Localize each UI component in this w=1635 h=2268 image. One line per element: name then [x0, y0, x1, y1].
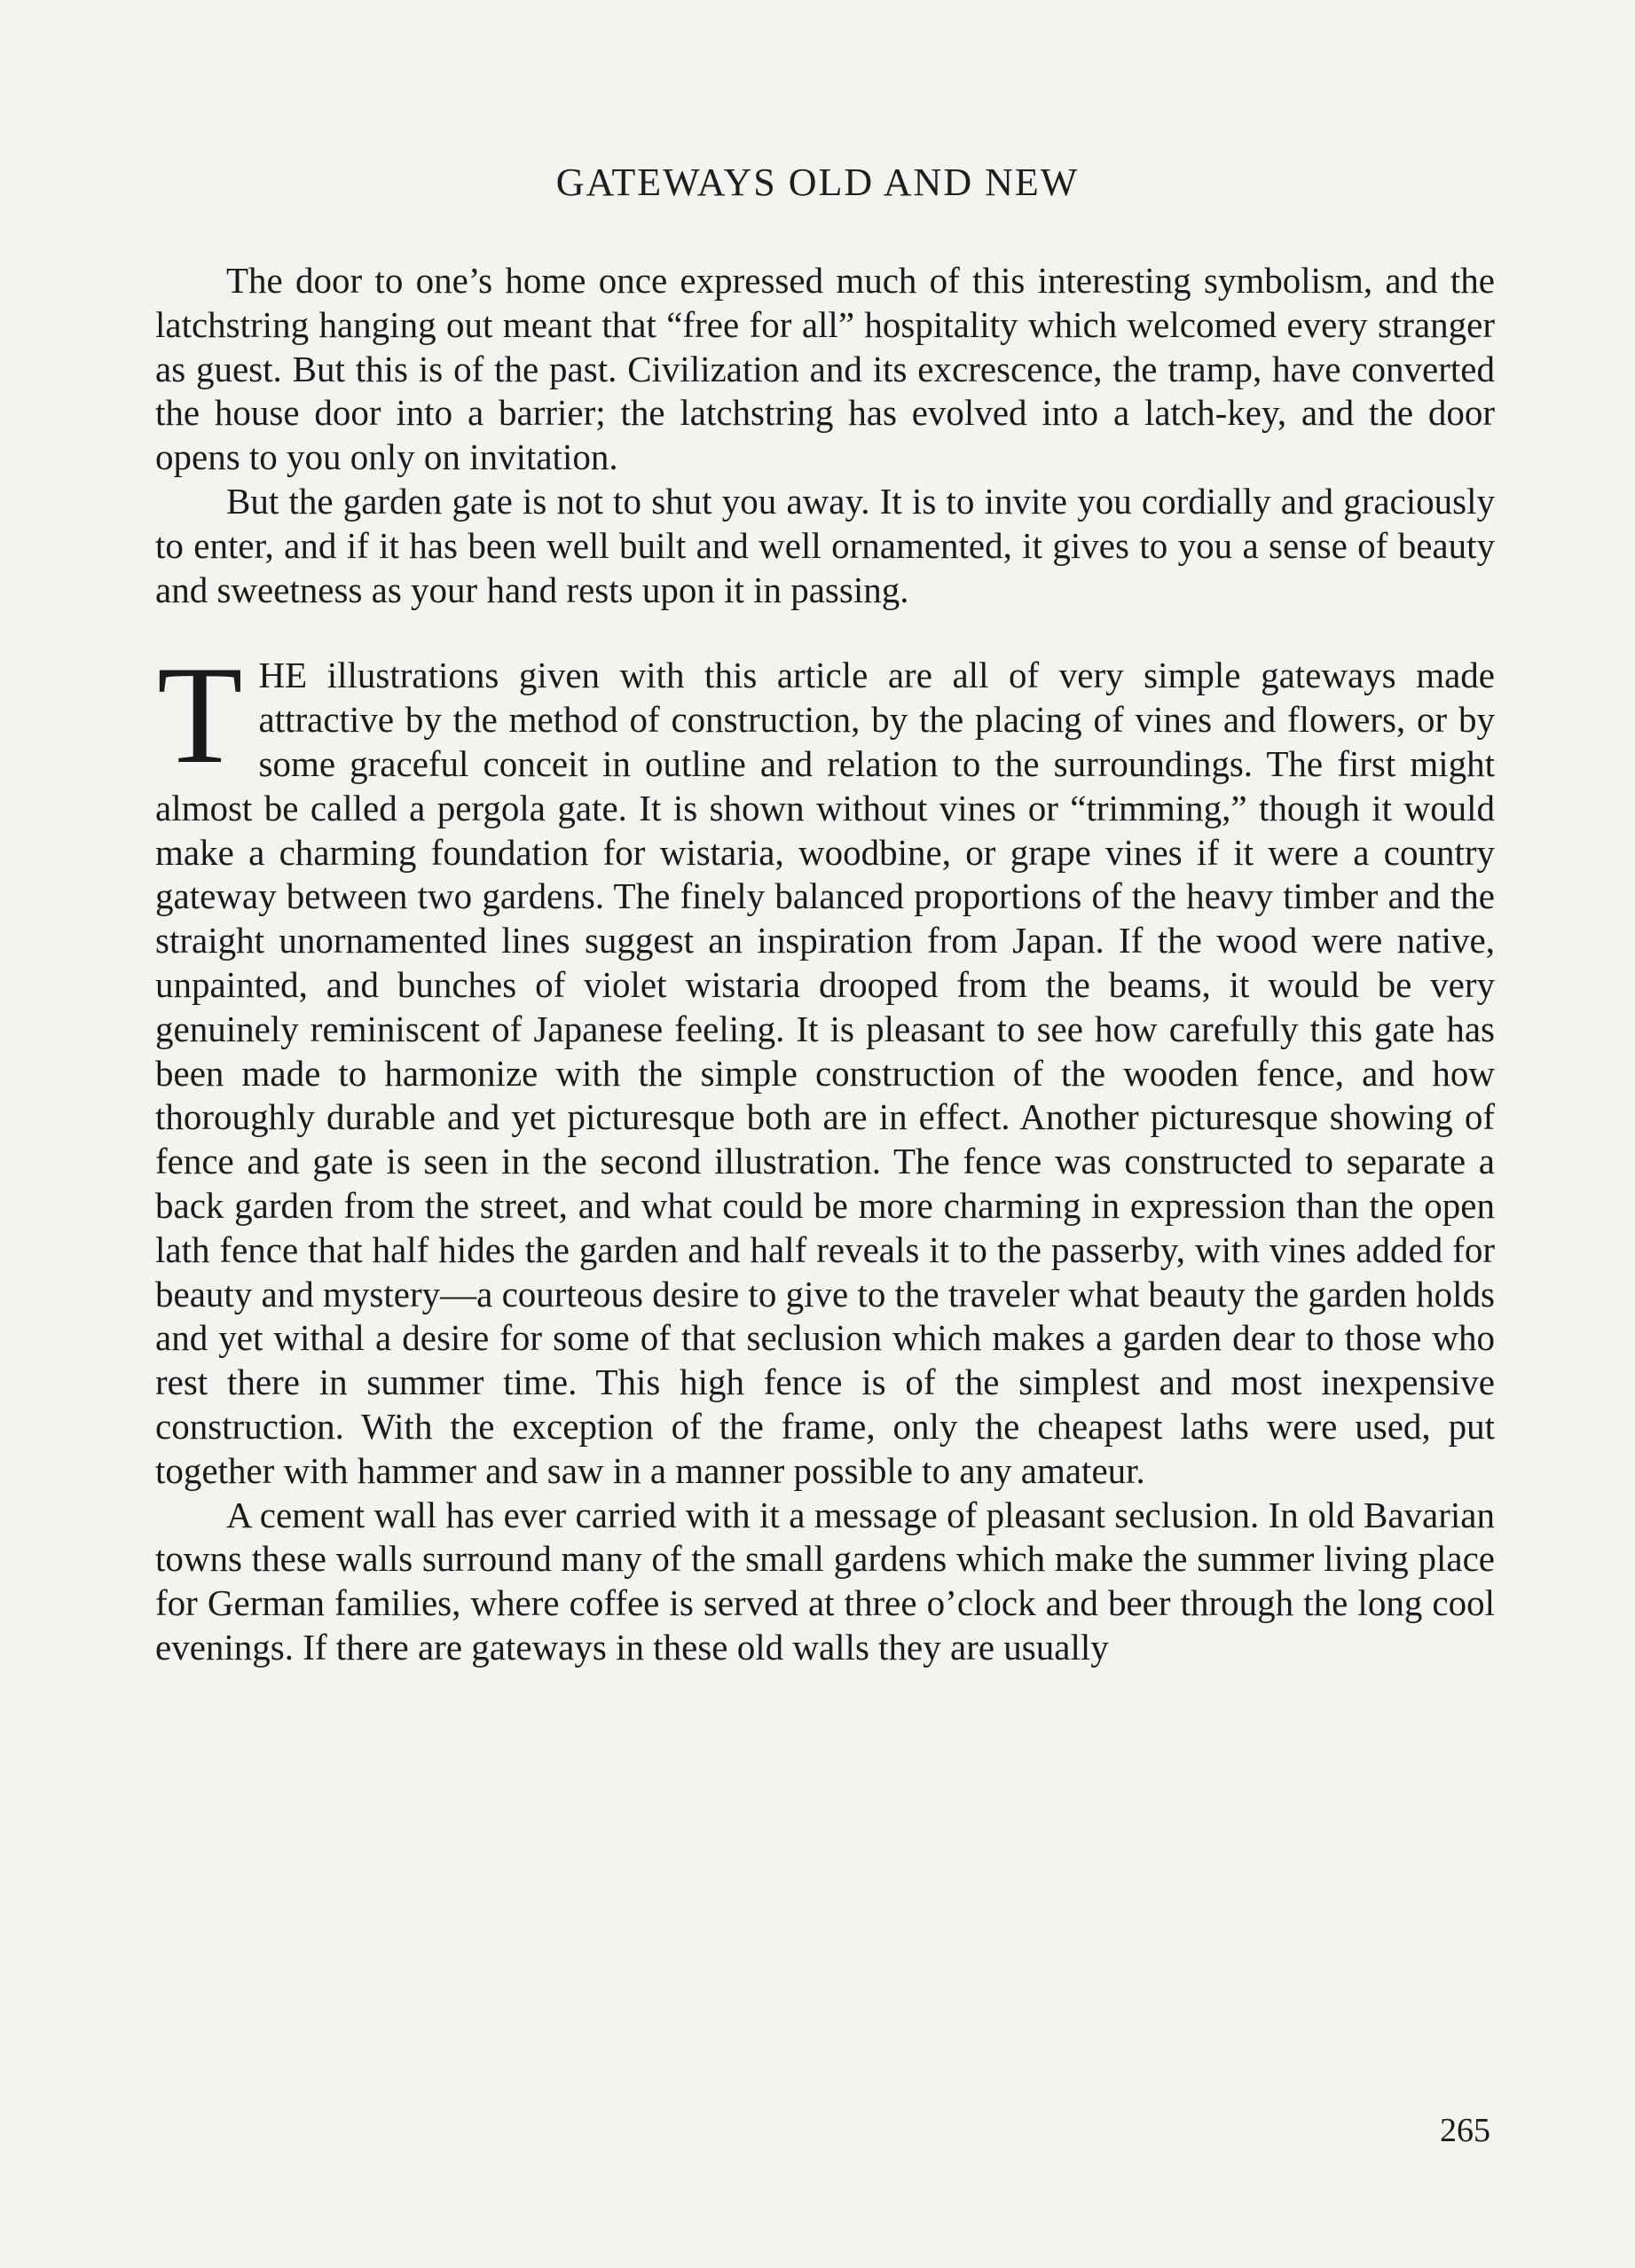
- paragraph-cement-wall: A cement wall has ever carried with it a message of pleasant seclusion. In old Bavarian towns these walls surround many of the small gardens which make the summer living place for German families, where coffee is served at three o’clock and beer through the long cool evenings. If there are gateways in these old walls they are usually: [155, 1494, 1495, 1668]
- paragraph-illustrations: [155, 638, 1495, 1493]
- paragraph-illustrations-text: illustrations given with this article are all of very simple gateways made attractive by the method of construction, by the placing of vines and flowers, or by some graceful conceit in outline and relation to the surroundings. The first might almost be called a pergola gate. It is shown without vines or “trimming,” though it would make a charming foundation for wistaria, woodbine, or grape vines if it were a country gateway between two gardens. The finely balanced proportions of the heavy timber and the straight unornamented lines suggest an inspiration from Japan. If the wood were native, unpainted, and bunches of violet wistaria drooped from the beams, it would be very genuinely reminiscent of Japanese feeling. It is pleasant to see how carefully this gate has been made to harmonize with the simple construction of the wooden fence, and how thoroughly durable and yet picturesque both are in effect. Another picturesque showing of fence and gate is seen in the second illustration. The fence was constructed to separate a back garden from the street, and what could be more charming in expression than the open lath fence that half hides the garden and half reveals it to the passerby, with vines added for beauty and mystery—a courteous desire to give to the traveler what beauty the garden holds and yet withal a desire for some of that seclusion which makes a garden dear to those who rest there in summer time. This high fence is of the simplest and most inexpensive construction. With the exception of the frame, only the cheapest laths were used, put together with hammer and saw in a manner possible to any amateur.: [155, 655, 1495, 1491]
- article-title: GATEWAYS OLD AND NEW: [555, 161, 1080, 204]
- page-number: 265: [1440, 2112, 1490, 2149]
- article-body: [155, 259, 1495, 1670]
- paragraph-garden-gate: But the garden gate is not to shut you away. It is to invite you cordially and graciously to enter, and if it has been well built and well ornamented, it gives to you a sense of beauty and sweetness as your hand rests upon it in passing.: [155, 480, 1495, 610]
- lead-caps: HE: [258, 655, 308, 696]
- paragraph-door-symbolism: The door to one’s home once expressed much of this interesting symbolism, and the latchstring hanging out meant that “free for all” hospitality which welcomed every stranger as guest. But this is of the past. Civilization and its excrescence, the tramp, have converted the house door into a barrier; the latchstring has evolved into a latch-key, and the door opens to you only on invitation.: [155, 260, 1495, 478]
- drop-cap: T: [157, 638, 243, 794]
